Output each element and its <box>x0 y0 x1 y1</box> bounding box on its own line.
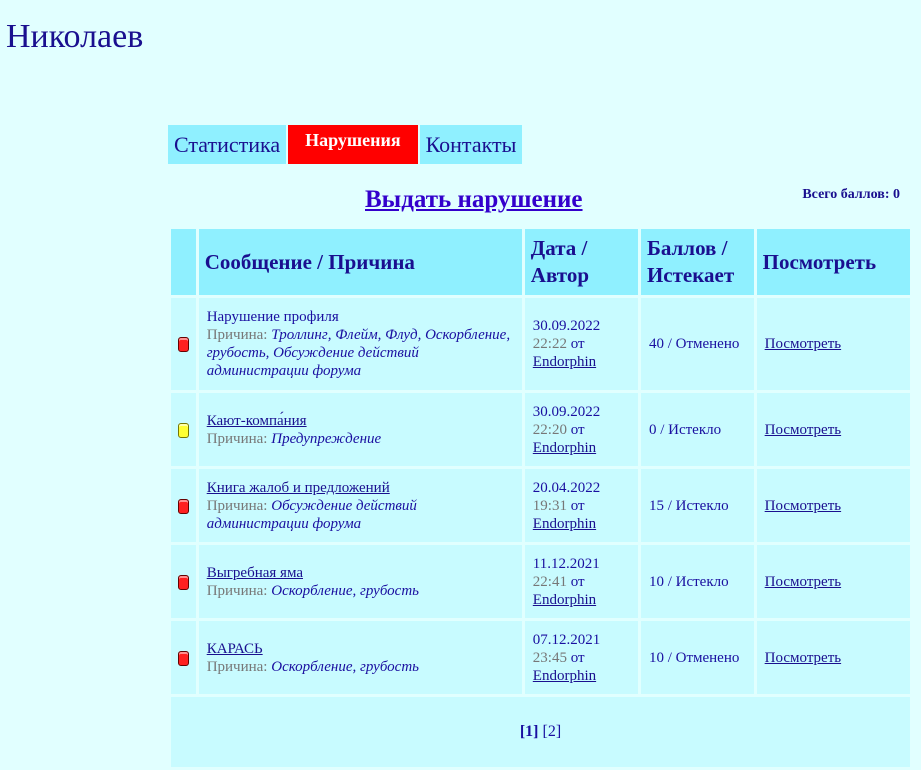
time: 19:31 <box>532 497 567 514</box>
header-points: Баллов / Истекает <box>641 229 754 295</box>
view-cell <box>757 298 910 390</box>
status-cell <box>171 621 196 694</box>
date: 11.12.2021 <box>532 555 600 572</box>
from-label: от <box>570 336 585 352</box>
message-title[interactable]: КАРАСЬ <box>206 640 263 657</box>
from-label: от <box>570 421 585 438</box>
status-cell <box>171 545 196 618</box>
reason-label: Причина: <box>206 327 268 343</box>
red-warning-icon <box>178 651 189 666</box>
status-cell <box>171 469 196 542</box>
date: 07.12.2021 <box>532 631 601 648</box>
from-label: от <box>570 649 585 666</box>
view-cell <box>757 545 910 618</box>
points-cell <box>641 393 754 466</box>
author-link[interactable]: Endorphin <box>532 667 597 684</box>
header-status <box>171 229 196 295</box>
reason-text: Обсуждение действий администрации форума <box>206 497 417 532</box>
points-value: 0 / Истекло <box>648 421 722 438</box>
date-author-cell <box>525 545 638 618</box>
date-author-cell <box>525 298 638 390</box>
table-row <box>171 393 910 466</box>
pagination <box>171 697 910 767</box>
message-cell <box>199 469 522 542</box>
view-link[interactable]: Посмотреть <box>764 573 842 590</box>
user-name-title: Николаев <box>6 18 144 55</box>
message-cell <box>199 545 522 618</box>
points-value: 40 / Отменено <box>648 336 740 352</box>
header-message: Сообщение / Причина <box>199 229 522 295</box>
view-link[interactable]: Посмотреть <box>764 649 842 666</box>
time: 23:45 <box>532 649 567 666</box>
reason-text: Оскорбление, грубость <box>271 658 419 675</box>
tab-violations[interactable]: Нарушения <box>288 125 417 164</box>
view-link[interactable]: Посмотреть <box>764 336 842 352</box>
points-value: 10 / Истекло <box>648 573 729 590</box>
page-1: [1] <box>519 723 539 740</box>
table-row <box>171 469 910 542</box>
reason-label: Причина: <box>206 497 268 514</box>
view-cell <box>757 621 910 694</box>
date: 30.09.2022 <box>532 318 601 334</box>
reason-text: Предупреждение <box>271 430 382 447</box>
table-header-row <box>171 229 910 295</box>
message-title[interactable]: Кают-компа́ния <box>206 412 307 429</box>
yellow-warning-icon <box>178 423 189 438</box>
tab-contacts[interactable]: Контакты <box>420 125 523 164</box>
date: 30.09.2022 <box>532 403 601 420</box>
message-title: Нарушение профиля <box>206 309 339 325</box>
points-cell <box>641 298 754 390</box>
view-cell <box>757 469 910 542</box>
message-title[interactable]: Выгребная яма <box>206 564 303 581</box>
message-title[interactable]: Книга жалоб и предложений <box>206 479 390 496</box>
tab-statistics[interactable]: Статистика <box>168 125 286 164</box>
issue-violation-link[interactable]: Выдать нарушение <box>365 186 583 213</box>
red-warning-icon <box>178 575 189 590</box>
status-cell <box>171 298 196 390</box>
author-link[interactable]: Endorphin <box>532 515 597 532</box>
reason-text: Оскорбление, грубость <box>271 582 419 599</box>
points-cell <box>641 469 754 542</box>
time: 22:41 <box>532 573 567 590</box>
date-author-cell <box>525 621 638 694</box>
time: 22:20 <box>532 421 567 438</box>
pagination-row <box>171 697 910 767</box>
points-cell <box>641 621 754 694</box>
from-label: от <box>570 573 585 590</box>
violations-table <box>168 226 913 770</box>
table-row <box>171 298 910 390</box>
from-label: от <box>570 497 585 514</box>
message-cell <box>199 298 522 390</box>
date-author-cell <box>525 393 638 466</box>
reason-label: Причина: <box>206 430 268 447</box>
status-cell <box>171 393 196 466</box>
view-cell <box>757 393 910 466</box>
message-cell <box>199 621 522 694</box>
page-2[interactable]: [2] <box>542 723 562 740</box>
red-warning-icon <box>178 499 189 514</box>
header-view: Посмотреть <box>757 229 910 295</box>
view-link[interactable]: Посмотреть <box>764 421 842 438</box>
author-link[interactable]: Endorphin <box>532 354 597 370</box>
date-author-cell <box>525 469 638 542</box>
reason-label: Причина: <box>206 658 268 675</box>
red-warning-icon <box>178 337 189 352</box>
total-points: Всего баллов: 0 <box>802 187 900 202</box>
author-link[interactable]: Endorphin <box>532 439 597 456</box>
profile-tabs <box>168 125 522 164</box>
points-value: 15 / Истекло <box>648 497 729 514</box>
author-link[interactable]: Endorphin <box>532 591 597 608</box>
reason-label: Причина: <box>206 582 268 599</box>
table-row <box>171 545 910 618</box>
time: 22:22 <box>532 336 567 352</box>
reason-text: Троллинг, Флейм, Флуд, Оскорбление, грубость, Обсуждение действий администрации форума <box>206 327 511 379</box>
table-row <box>171 621 910 694</box>
message-cell <box>199 393 522 466</box>
date: 20.04.2022 <box>532 479 601 496</box>
points-value: 10 / Отменено <box>648 649 740 666</box>
header-date: Дата / Автор <box>525 229 638 295</box>
view-link[interactable]: Посмотреть <box>764 497 842 514</box>
points-cell <box>641 545 754 618</box>
